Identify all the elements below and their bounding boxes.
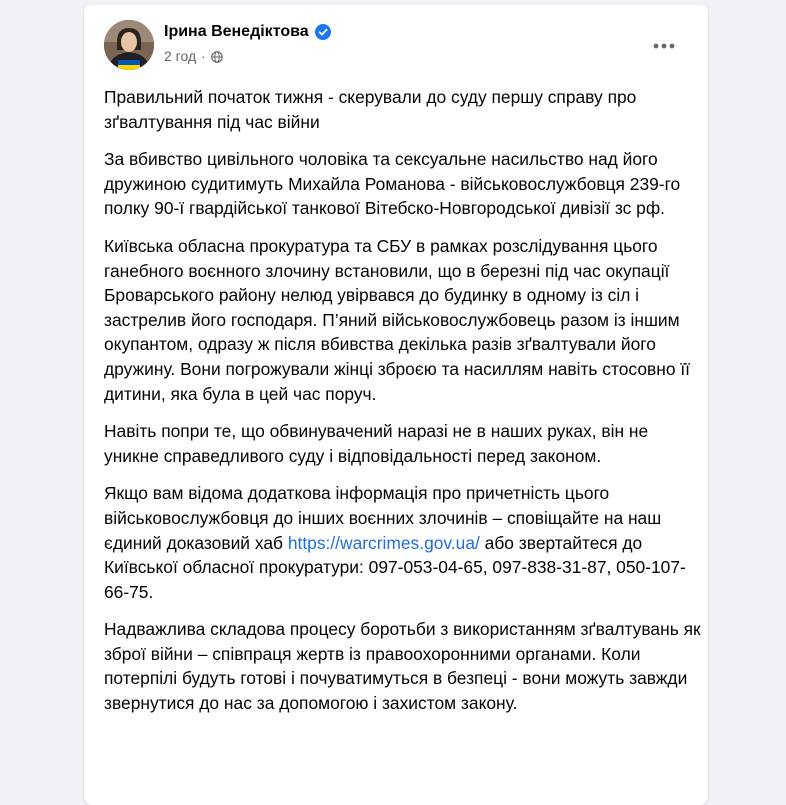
meta-separator: ·	[201, 48, 206, 64]
post-paragraph: Навіть попри те, що обвинувачений наразі не в наших руках, він не уникне справедливого суду і відповідальності перед законом.	[104, 421, 649, 466]
post-paragraph: Правильний початок тижня - скерували до суду першу справу про зґвалтування під час війни	[104, 87, 637, 132]
author-avatar[interactable]	[104, 20, 154, 70]
author-line	[164, 23, 331, 41]
more-horizontal-icon[interactable]	[646, 28, 682, 64]
paragraph-text: або звертайтеся до Київської обласної прокуратури: 097-053-04-65, 097-838-31-87, 050-107-66-75.	[104, 532, 686, 602]
globe-icon[interactable]	[211, 50, 223, 62]
post-header	[104, 20, 692, 70]
post-card	[84, 5, 708, 805]
author-name[interactable]: Ірина Венедіктова	[164, 23, 309, 40]
verified-badge-icon	[315, 24, 331, 40]
paragraph-text: Якщо вам відома додаткова інформація про причетність цього військовослужбовця до інших воєнних злочинів – сповіщайте на наш єдиний доказовий хаб	[104, 483, 662, 553]
post-meta	[164, 48, 223, 64]
post-time[interactable]: 2 год	[164, 48, 197, 64]
post-text	[104, 85, 704, 729]
post-paragraph-with-link	[104, 481, 704, 604]
warcrimes-link[interactable]: https://warcrimes.gov.ua/	[287, 532, 480, 553]
post-paragraph: Надважлива складова процесу боротьби з використанням зґвалтувань як зброї війни – співпраця жертв із правоохоронними органами. Коли потерпілі будуть готові і почуватимуться в безпеці - вони можуть завжди звернутися до нас за допомогою і захистом закону.	[104, 619, 701, 714]
post-paragraph: Київська обласна прокуратура та СБУ в рамках розслідування цього ганебного воєнного злочину встановили, що в березні під час окупації Броварського району нелюд увірвався до будинку в одному із сіл і застрелив його господаря. П’яний військовослужбовець разом із іншим окупантом, одразу ж після вбивства декілька разів зґвалтували його дружину. Вони погрожували жінці зброєю та насиллям навіть стосовно її дитини, яка була в цей час поруч.	[104, 235, 691, 404]
post-paragraph: За вбивство цивільного чоловіка та сексуальне насильство над його дружиною судитимуть Михайла Романова - військовослужбовця 239-го полку 90-ї гвардійської танкової Вітебско-Новгородської дивізії зс рф.	[104, 149, 681, 219]
